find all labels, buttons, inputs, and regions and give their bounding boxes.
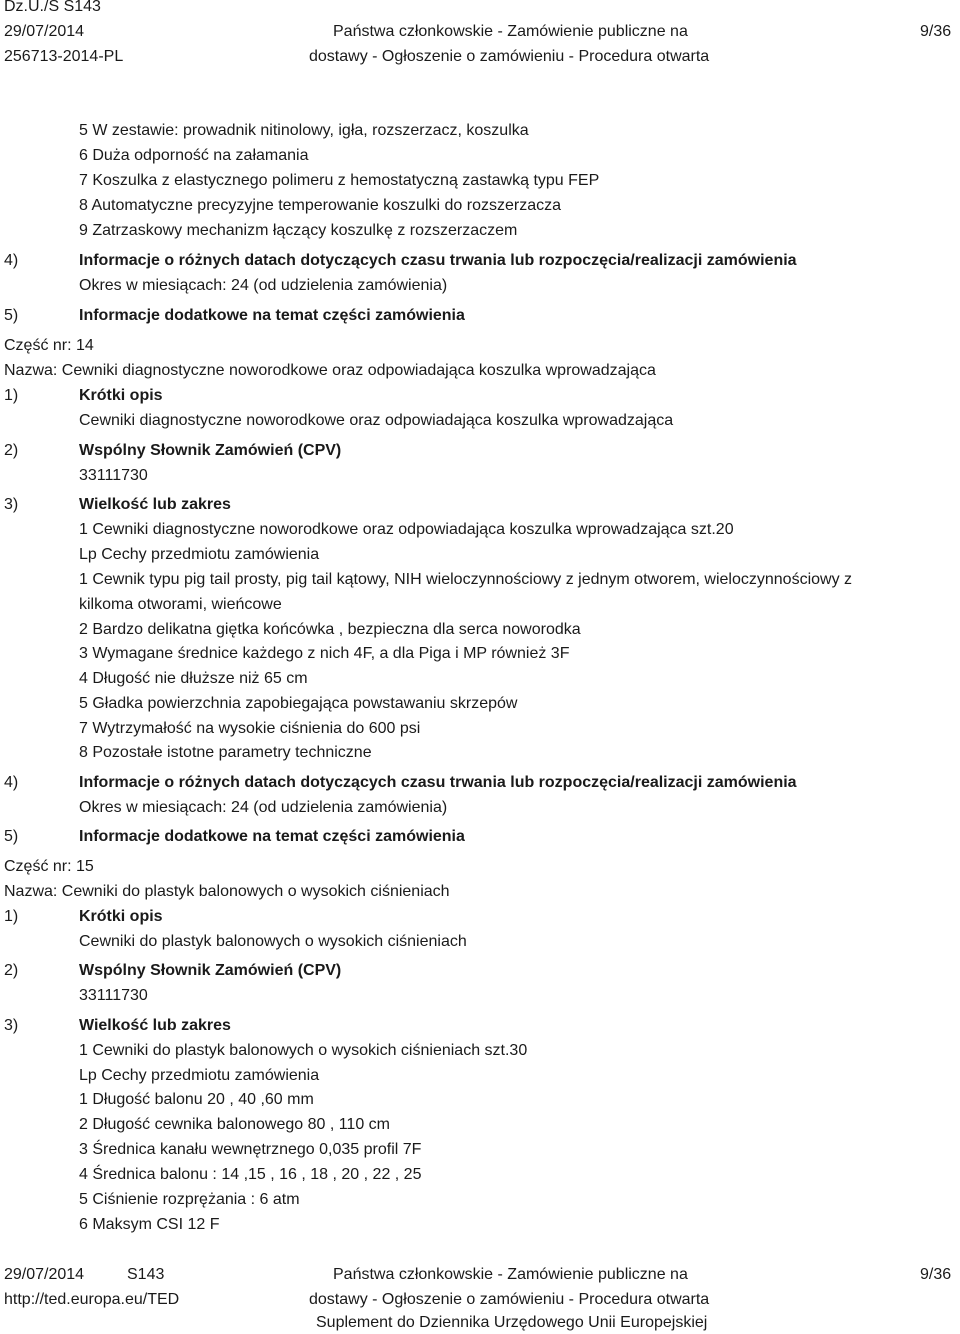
- scope-line: 7 Wytrzymałość na wysokie ciśnienia do 600 psi: [79, 720, 421, 737]
- section-number: 5): [4, 828, 19, 845]
- scope-line: 1 Długość balonu 20 , 40 ,60 mm: [79, 1091, 314, 1108]
- scope-line: 1 Cewnik typu pig tail prosty, pig tail kątowy, NIH wieloczynnościowy z jednym otworem, wieloczynnościowy z: [79, 571, 853, 588]
- section-number: 3): [4, 1017, 19, 1034]
- scope-line: 1 Cewniki diagnostyczne noworodkowe oraz odpowiadająca koszulka wprowadzająca szt.20: [79, 521, 734, 538]
- list-item: 5 W zestawie: prowadnik nitinolowy, igła, rozszerzacz, koszulka: [79, 122, 529, 139]
- notice-id: 256713-2014-PL: [4, 48, 124, 65]
- scope-line: 4 Średnica balonu : 14 ,15 , 16 , 18 , 20 , 22 , 25: [79, 1166, 422, 1183]
- list-item: 8 Automatyczne precyzyjne temperowanie koszulki do rozszerzacza: [79, 197, 561, 214]
- footer-date: 29/07/2014: [4, 1266, 85, 1283]
- section-heading-scope: Wielkość lub zakres: [79, 496, 231, 513]
- duration-text: Okres w miesiącach: 24 (od udzielenia zamówienia): [79, 277, 448, 294]
- journal-ref: Dz.U./S S143: [4, 0, 101, 15]
- part-name: Nazwa: Cewniki diagnostyczne noworodkowe oraz odpowiadająca koszulka wprowadzająca: [4, 362, 656, 379]
- section-number: 2): [4, 442, 19, 459]
- scope-line: 2 Bardzo delikatna giętka końcówka , bezpieczna dla serca noworodka: [79, 621, 581, 638]
- section-number: 4): [4, 774, 19, 791]
- scope-line: Lp Cechy przedmiotu zamówienia: [79, 546, 320, 563]
- section-number: 4): [4, 252, 19, 269]
- part-number: Część nr: 14: [4, 337, 94, 354]
- footer-title-line1: Państwa członkowskie - Zamówienie publiczne na: [333, 1266, 688, 1283]
- list-item: 9 Zatrzaskowy mechanizm łączący koszulkę z rozszerzaczem: [79, 222, 518, 239]
- scope-line: 5 Gładka powierzchnia zapobiegająca powstawaniu skrzepów: [79, 695, 518, 712]
- part-name: Nazwa: Cewniki do plastyk balonowych o wysokich ciśnieniach: [4, 883, 450, 900]
- short-description-text: Cewniki diagnostyczne noworodkowe oraz odpowiadająca koszulka wprowadzająca: [79, 412, 674, 429]
- scope-line: kilkoma otworami, wieńcowe: [79, 596, 282, 613]
- cpv-code: 33111730: [79, 987, 148, 1004]
- scope-line: 3 Wymagane średnice każdego z nich 4F, a dla Piga i MP również 3F: [79, 645, 570, 662]
- scope-line: 4 Długość nie dłuższe niż 65 cm: [79, 670, 308, 687]
- footer-page-number: 9/36: [920, 1266, 952, 1283]
- section-heading-additional-info: Informacje dodatkowe na temat części zamówienia: [79, 307, 465, 324]
- scope-line: 2 Długość cewnika balonowego 80 , 110 cm: [79, 1116, 390, 1133]
- short-description-text: Cewniki do plastyk balonowych o wysokich ciśnieniach: [79, 933, 467, 950]
- header-date: 29/07/2014: [4, 23, 85, 40]
- header-title-line2: dostawy - Ogłoszenie o zamówieniu - Procedura otwarta: [309, 48, 710, 65]
- footer-title-line2: dostawy - Ogłoszenie o zamówieniu - Procedura otwarta: [309, 1291, 710, 1308]
- scope-line: 1 Cewniki do plastyk balonowych o wysokich ciśnieniach szt.30: [79, 1042, 528, 1059]
- header-page-number: 9/36: [920, 23, 952, 40]
- section-heading-dates: Informacje o różnych datach dotyczących czasu trwania lub rozpoczęcia/realizacji zamówienia: [79, 252, 797, 269]
- list-item: 6 Duża odporność na załamania: [79, 147, 309, 164]
- section-heading-scope: Wielkość lub zakres: [79, 1017, 231, 1034]
- scope-line: 5 Ciśnienie rozprężania : 6 atm: [79, 1191, 300, 1208]
- scope-line: 6 Maksym CSI 12 F: [79, 1216, 220, 1233]
- section-number: 3): [4, 496, 19, 513]
- list-item: 7 Koszulka z elastycznego polimeru z hemostatyczną zastawką typu FEP: [79, 172, 600, 189]
- section-heading-short-description: Krótki opis: [79, 387, 163, 404]
- section-number: 1): [4, 908, 19, 925]
- cpv-code: 33111730: [79, 467, 148, 484]
- scope-line: 8 Pozostałe istotne parametry techniczne: [79, 744, 372, 761]
- footer-series: S143: [127, 1266, 165, 1283]
- footer-url: http://ted.europa.eu/TED: [4, 1291, 180, 1308]
- section-number: 5): [4, 307, 19, 324]
- section-heading-short-description: Krótki opis: [79, 908, 163, 925]
- duration-text: Okres w miesiącach: 24 (od udzielenia zamówienia): [79, 799, 448, 816]
- footer-title-line3: Suplement do Dziennika Urzędowego Unii Europejskiej: [316, 1314, 708, 1331]
- section-heading-cpv: Wspólny Słownik Zamówień (CPV): [79, 962, 342, 979]
- header-title-line1: Państwa członkowskie - Zamówienie publiczne na: [333, 23, 688, 40]
- scope-line: 3 Średnica kanału wewnętrznego 0,035 profil 7F: [79, 1141, 422, 1158]
- section-heading-dates: Informacje o różnych datach dotyczących czasu trwania lub rozpoczęcia/realizacji zamówienia: [79, 774, 797, 791]
- section-number: 1): [4, 387, 19, 404]
- scope-line: Lp Cechy przedmiotu zamówienia: [79, 1067, 320, 1084]
- section-heading-cpv: Wspólny Słownik Zamówień (CPV): [79, 442, 342, 459]
- section-heading-additional-info: Informacje dodatkowe na temat części zamówienia: [79, 828, 465, 845]
- part-number: Część nr: 15: [4, 858, 94, 875]
- section-number: 2): [4, 962, 19, 979]
